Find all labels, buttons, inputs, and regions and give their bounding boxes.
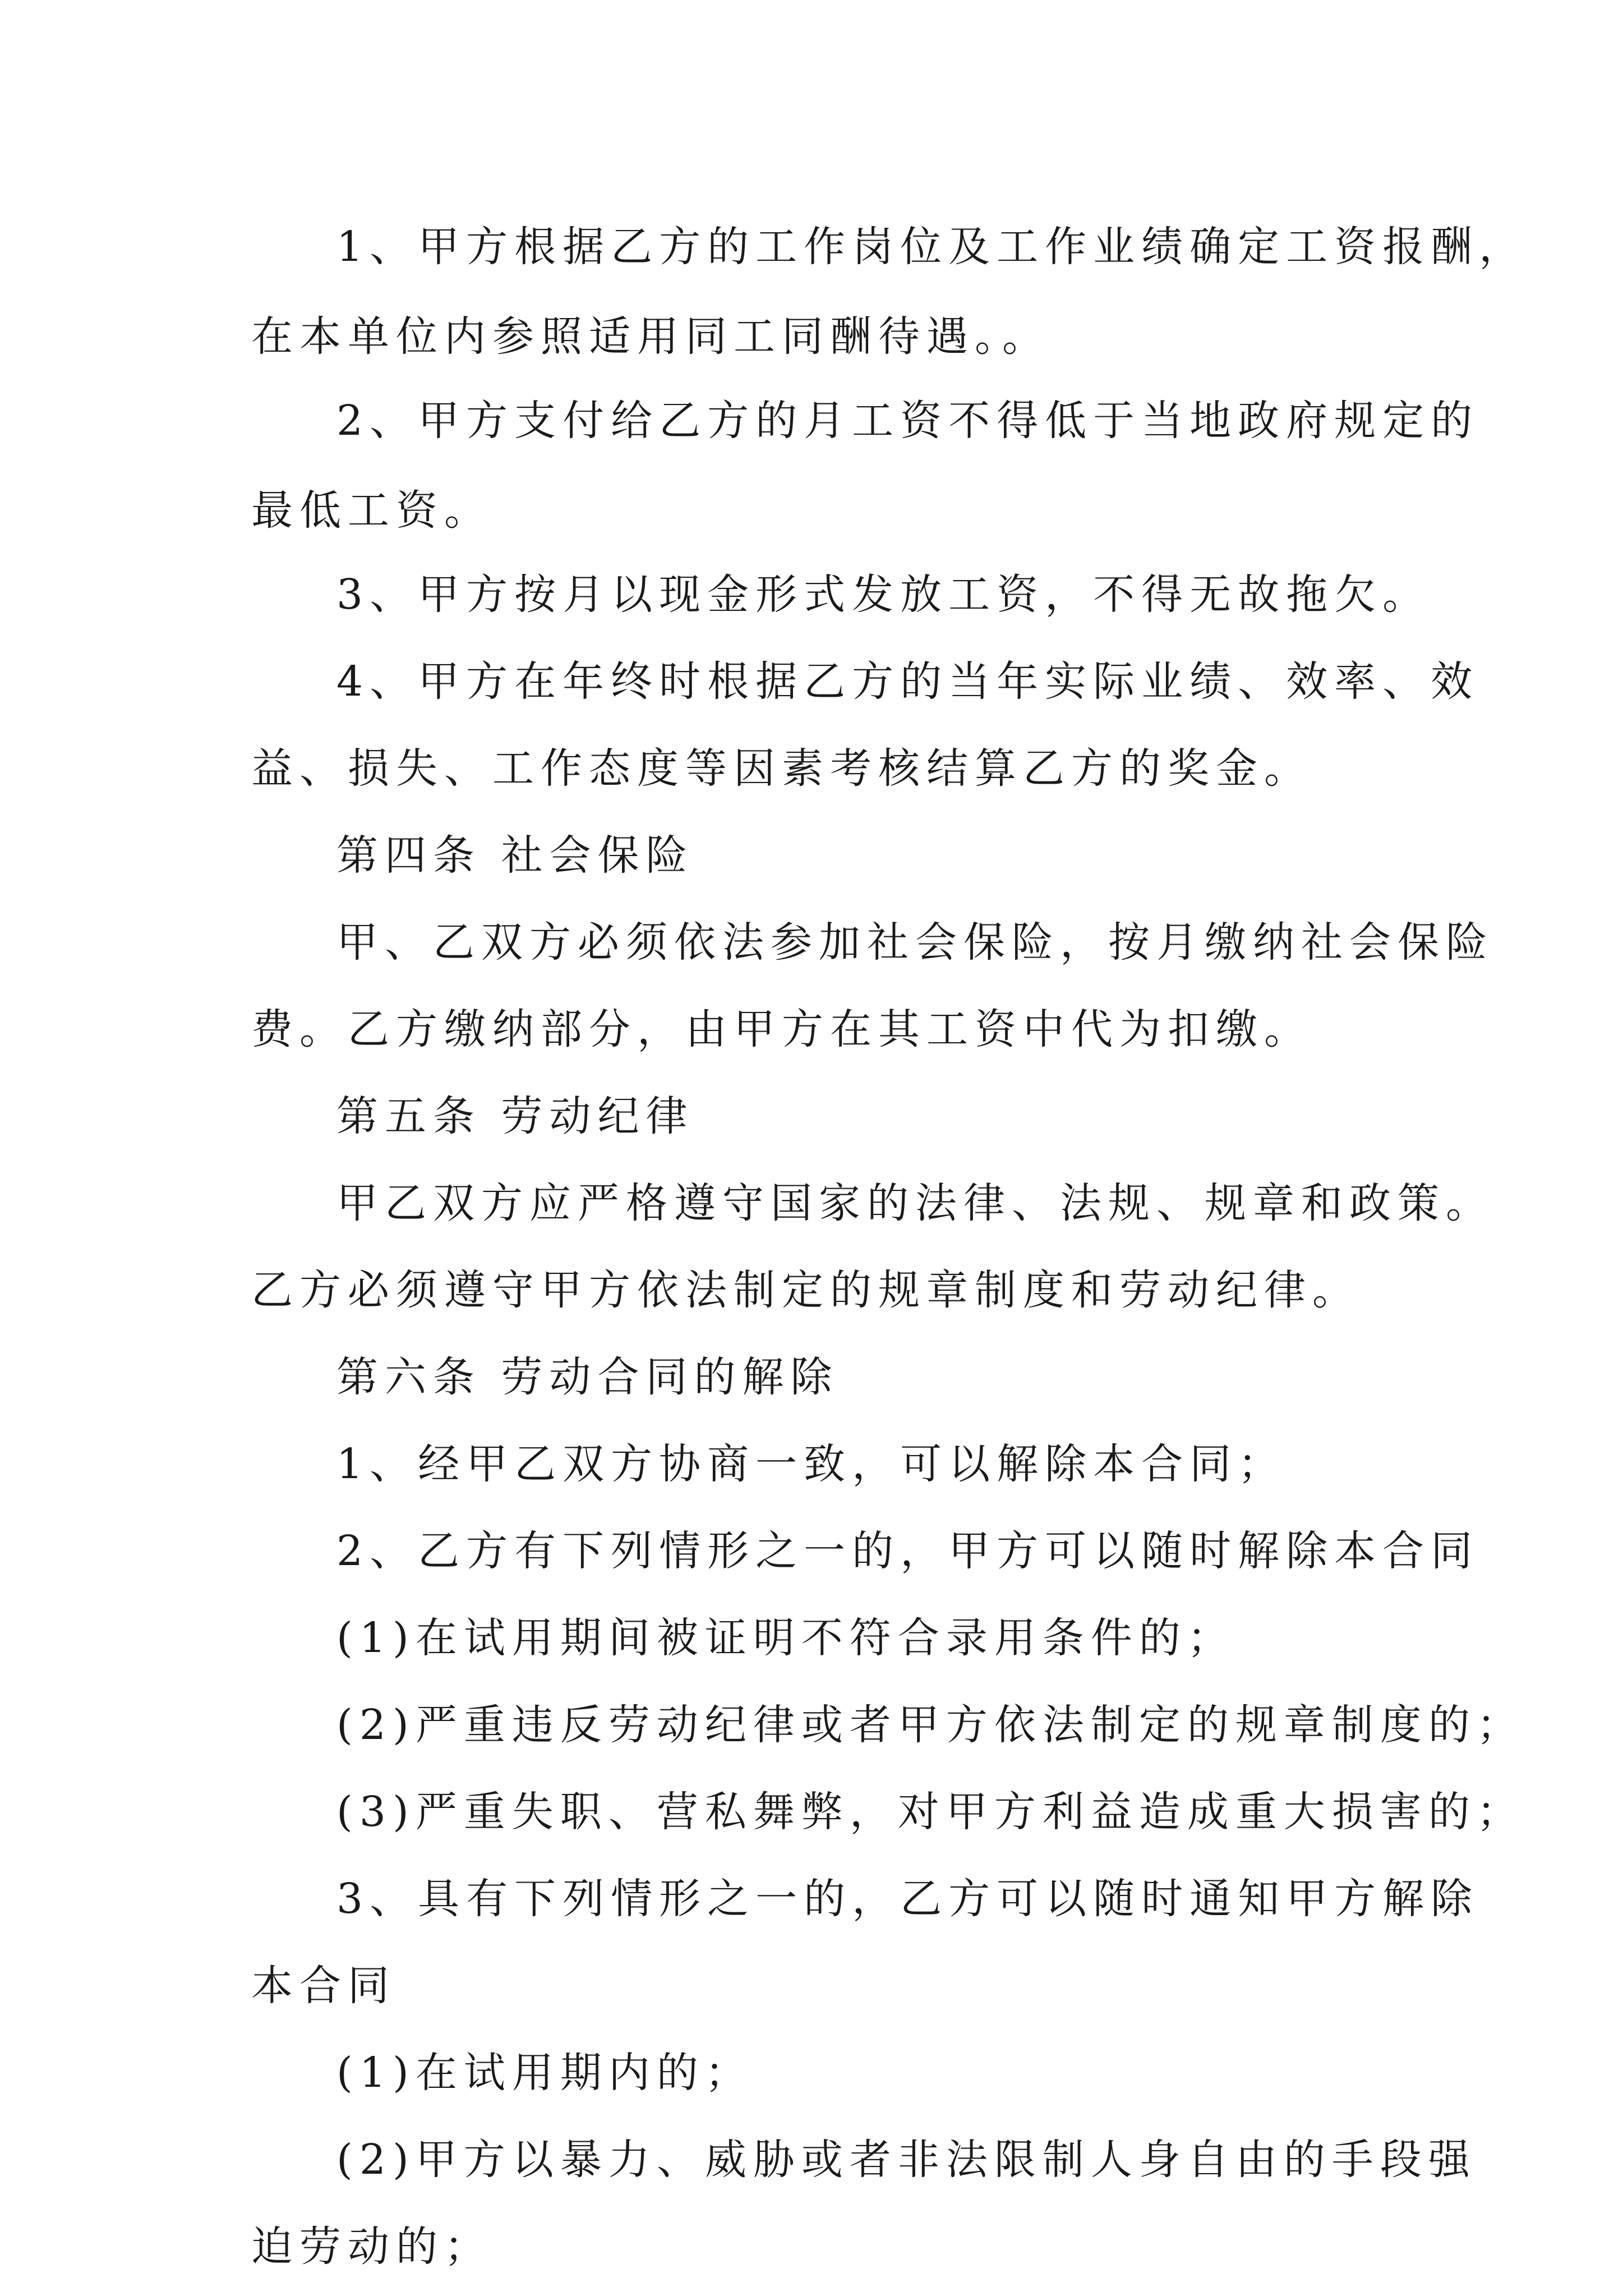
text-line: 2、甲方支付给乙方的月工资不得低于当地政府规定的 xyxy=(336,397,1479,445)
text-line: 2、乙方有下列情形之一的，甲方可以随时解除本合同 xyxy=(336,1527,1479,1575)
text-line: 费。乙方缴纳部分，由甲方在其工资中代为扣缴。 xyxy=(251,1005,1312,1053)
section-heading: 第四条 社会保险 xyxy=(336,831,694,880)
text-line: 3、甲方按月以现金形式发放工资，不得无故拖欠。 xyxy=(336,570,1431,619)
section-heading: 第六条 劳动合同的解除 xyxy=(336,1353,839,1401)
section-heading: 第五条 劳动纪律 xyxy=(336,1092,694,1140)
text-line: 最低工资。 xyxy=(251,486,492,535)
list-item: (1)在试用期间被证明不符合录用条件的； xyxy=(336,1614,1235,1662)
text-line: 1、经甲乙双方协商一致，可以解除本合同； xyxy=(336,1440,1287,1488)
text-line: 4、甲方在年终时根据乙方的当年实际业绩、效率、效 xyxy=(336,657,1479,706)
text-line: 本合同 xyxy=(251,1962,396,2010)
text-line: 迫劳动的； xyxy=(251,2223,492,2271)
text-line: 1、甲方根据乙方的工作岗位及工作业绩确定工资报酬， xyxy=(336,223,1528,271)
text-line: 甲乙双方应严格遵守国家的法律、法规、规章和政策。 xyxy=(336,1179,1494,1227)
text-line: 乙方必须遵守甲方依法制定的规章制度和劳动纪律。 xyxy=(251,1266,1361,1314)
text-line: 在本单位内参照适用同工同酬待遇。。 xyxy=(251,312,1050,361)
text-line: 益、损失、工作态度等因素考核结算乙方的奖金。 xyxy=(251,744,1312,793)
list-item: (2)甲方以暴力、威胁或者非法限制人身自由的手段强 xyxy=(336,2136,1477,2184)
text-line: 甲、乙双方必须依法参加社会保险，按月缴纳社会保险 xyxy=(336,918,1494,967)
list-item: (1)在试用期内的； xyxy=(336,2049,753,2097)
list-item: (3)严重失职、营私舞弊，对甲方利益造成重大损害的； xyxy=(336,1788,1525,1836)
list-item: (2)严重违反劳动纪律或者甲方依法制定的规章制度的； xyxy=(336,1701,1525,1749)
text-line: 3、具有下列情形之一的，乙方可以随时通知甲方解除 xyxy=(336,1875,1479,1923)
